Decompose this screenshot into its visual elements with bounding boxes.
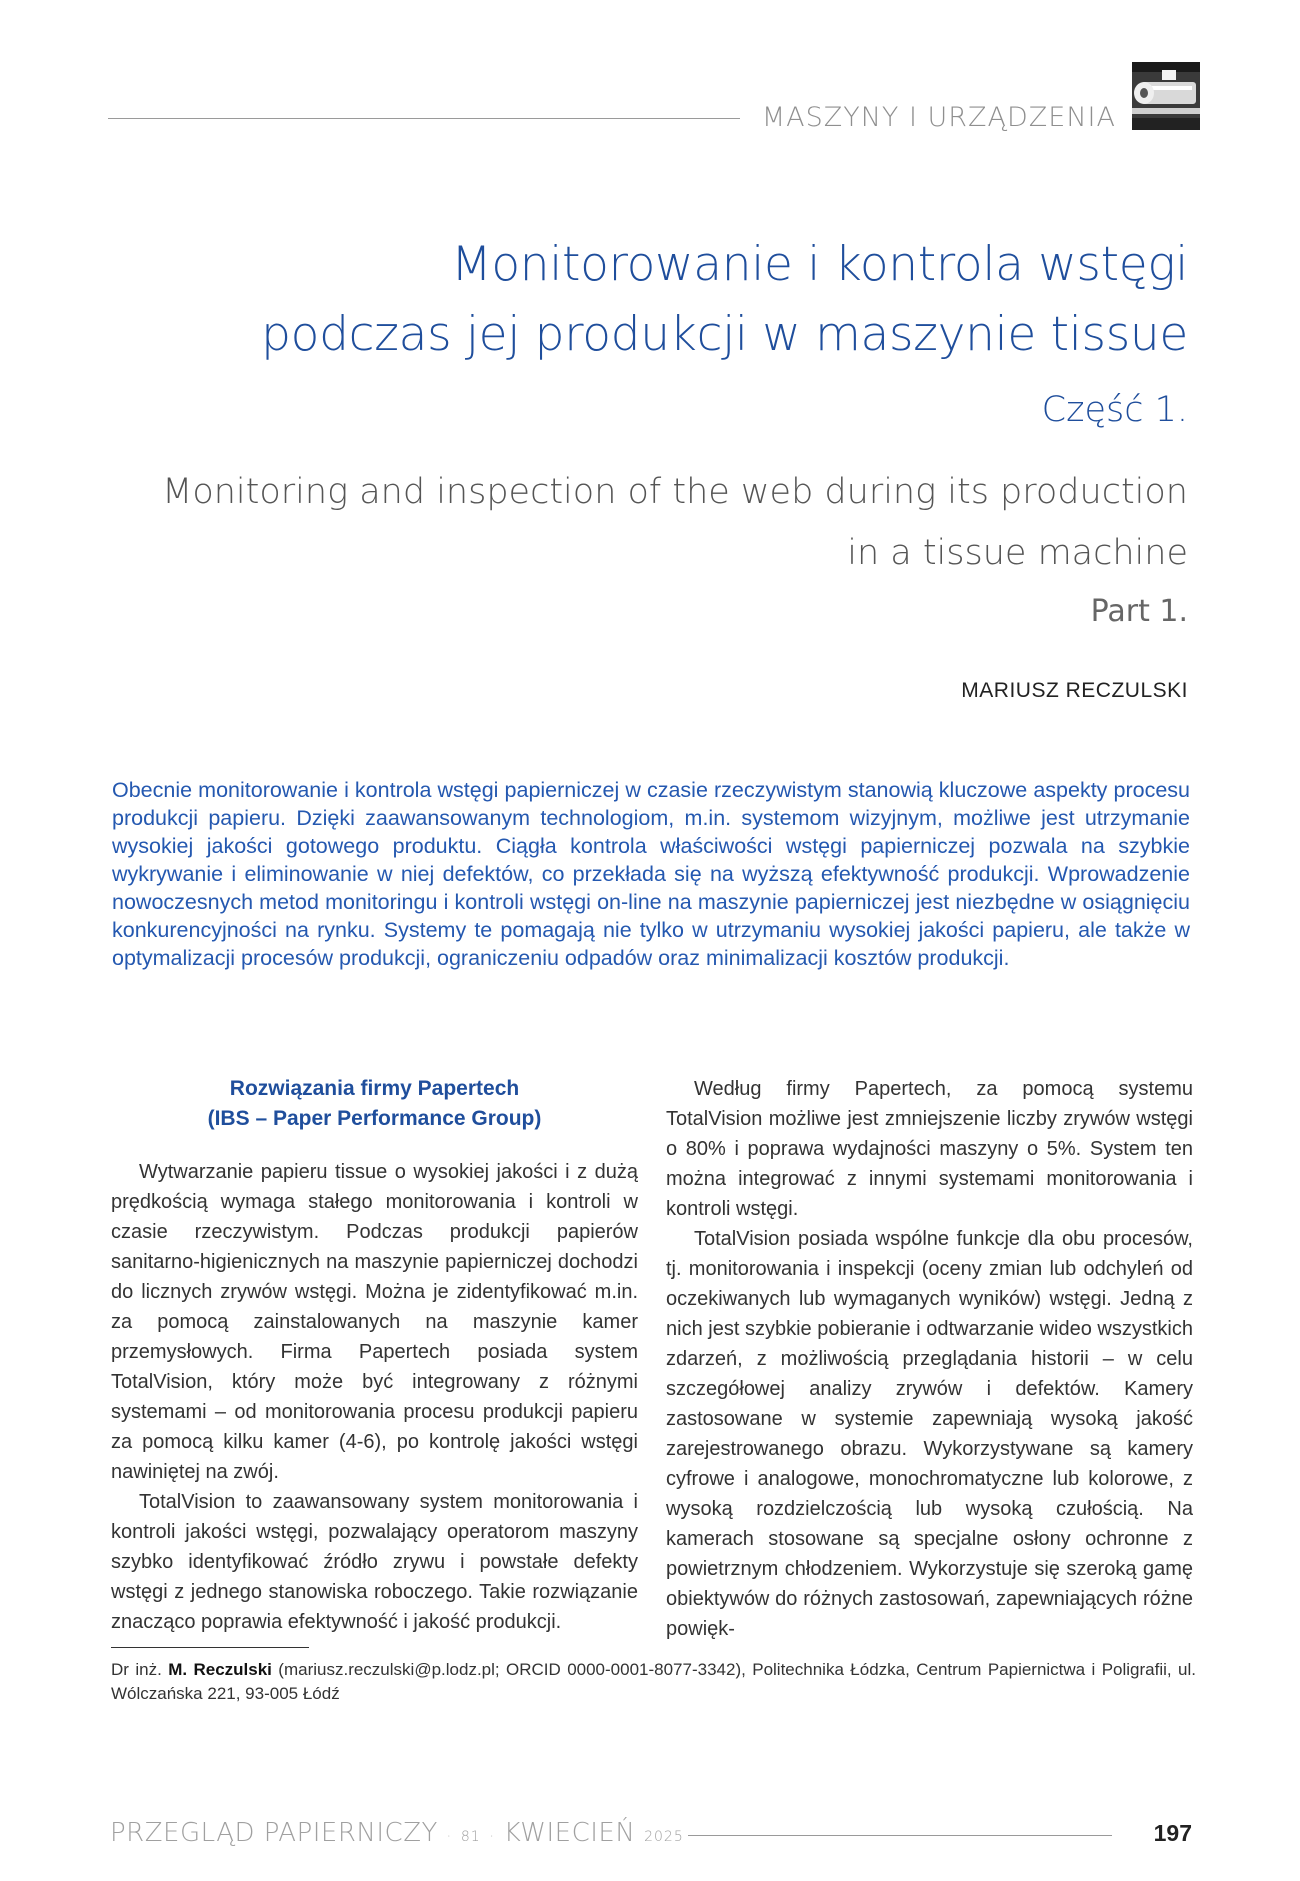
footnote-author-name: M. Reczulski [168, 1660, 272, 1679]
issue-year: 2025 [644, 1829, 684, 1845]
section-heading [111, 1074, 638, 1134]
section-label: MASZYNY I URZĄDZENIA [761, 102, 1116, 133]
author: MARIUSZ RECZULSKI [961, 679, 1188, 702]
page-number: 197 [1153, 1820, 1192, 1846]
footer-separator: · [446, 1829, 453, 1845]
footer-journal [110, 1818, 684, 1852]
header-rule [108, 118, 740, 119]
rolled-paper-icon [1132, 62, 1200, 130]
part-polish: Część 1. [1041, 390, 1188, 430]
abstract: Obecnie monitorowanie i kontrola wstęgi papierniczej w czasie rzeczywistym stanowią kluczowe aspekty procesu produkcji papieru. Dzięki zaawansowanym technologiom, m.in. systemom wizyjnym, możliwe jest utrzymanie wysokiej jakości gotowego produktu. Ciągła kontrola właściwości wstęgi papierniczej pozwala na szybkie wykrywanie i eliminowanie w niej defektów, co przekłada się na wyższą efektywność produkcji. Wprowadzenie nowoczesnych metod monitoringu i kontroli wstęgi on-line na maszynie papierniczej jest niezbędne w osiągnięciu konkurencyjności na rynku. Systemy te pomagają nie tylko w utrzymaniu wysokiej jakości papieru, ale także w optymalizacji procesów produkcji, ograniczeniu odpadów oraz minimalizacji kosztów produkcji. [112, 778, 1190, 970]
journal-name: PRZEGLĄD PAPIERNICZY [110, 1818, 438, 1848]
footnote-details: (mariusz.reczulski@p.lodz.pl; ORCID 0000-0001-8077-3342), Politechnika Łódzka, Centrum Papiernictwa i Poligrafii, ul. Wólczańska 221, 93-005 Łódź [111, 1660, 1196, 1703]
footer-rule [688, 1835, 1112, 1836]
paragraph: TotalVision to zaawansowany system monitorowania i kontroli jakości wstęgi, pozwalający operatorom maszyny szybko identyfikować źródło zrywu i powstałe defekty wstęgi z jednego stanowiska roboczego. Takie rozwiązanie znacząco poprawia efektywność i jakość produkcji. [111, 1491, 638, 1633]
title-english [128, 462, 1188, 584]
title-english-line2: in a tissue machine [847, 533, 1188, 573]
left-column [111, 1074, 638, 1637]
paragraph: Według firmy Papertech, za pomocą systemu TotalVision możliwe jest zmniejszenie liczby zrywów wstęgi o 80% i poprawa wydajności maszyny o 5%. System ten można integrować z innymi systemami monitorowania i kontroli wstęgi. [666, 1078, 1193, 1220]
title-polish-line1: Monitorowanie i kontrola wstęgi [451, 237, 1188, 292]
paragraph: Wytwarzanie papieru tissue o wysokiej jakości i z dużą prędkością wymaga stałego monitorowania i kontroli w czasie rzeczywistym. Podczas produkcji papierów sanitarno-higienicznych na maszynie papierniczej dochodzi do licznych zrywów wstęgi. Można je zidentyfikować m.in. za pomocą zainstalowanych na maszynie kamer przemysłowych. Firma Papertech posiada system TotalVision, który może być integrowany z różnymi systemami – od monitorowania procesu produkcji papieru za pomocą kilku kamer (4-6), po kontrolę jakości wstęgi nawiniętej na zwój. [111, 1161, 638, 1483]
footnote-prefix: Dr inż. [111, 1660, 169, 1679]
footnote-rule [111, 1647, 309, 1648]
issue-month: KWIECIEŃ [503, 1818, 636, 1848]
title-english-line1: Monitoring and inspection of the web during its production [162, 472, 1188, 512]
paragraph: TotalVision posiada wspólne funkcje dla obu procesów, tj. monitorowania i inspekcji (oceny zmian lub odchyleń od oczekiwanych lub wymaganych wyników) wstęgi. Jedną z nich jest szybkie pobieranie i odtwarzanie wideo wszystkich zdarzeń, z możliwością przeglądania historii – w celu szczegółowej analizy zrywów i defektów. Kamery zastosowane w systemie zapewniają wysoką jakość zarejestrowanego obrazu. Wykorzystywane są kamery cyfrowe i analogowe, monochromatyczne lub kolorowe, z wysoką rozdzielczością lub wysoką czułością. Na kamerach stosowane są specjalne osłony ochronne z powietrznym chłodzeniem. Wykorzystuje się szeroką gamę obiektywów do różnych zastosowań, zapewniających różne powięk- [666, 1228, 1193, 1640]
title-polish-line2: podczas jej produkcji w maszynie tissue [261, 307, 1188, 362]
right-column [666, 1074, 1193, 1644]
section-heading-line2: (IBS – Paper Performance Group) [207, 1107, 542, 1130]
volume-number: 81 [460, 1829, 481, 1845]
part-english: Part 1. [1090, 594, 1188, 629]
section-heading-line1: Rozwiązania firmy Papertech [229, 1077, 520, 1100]
footer-separator: · [489, 1829, 495, 1845]
title-polish [188, 230, 1188, 370]
footnote [111, 1658, 1196, 1706]
